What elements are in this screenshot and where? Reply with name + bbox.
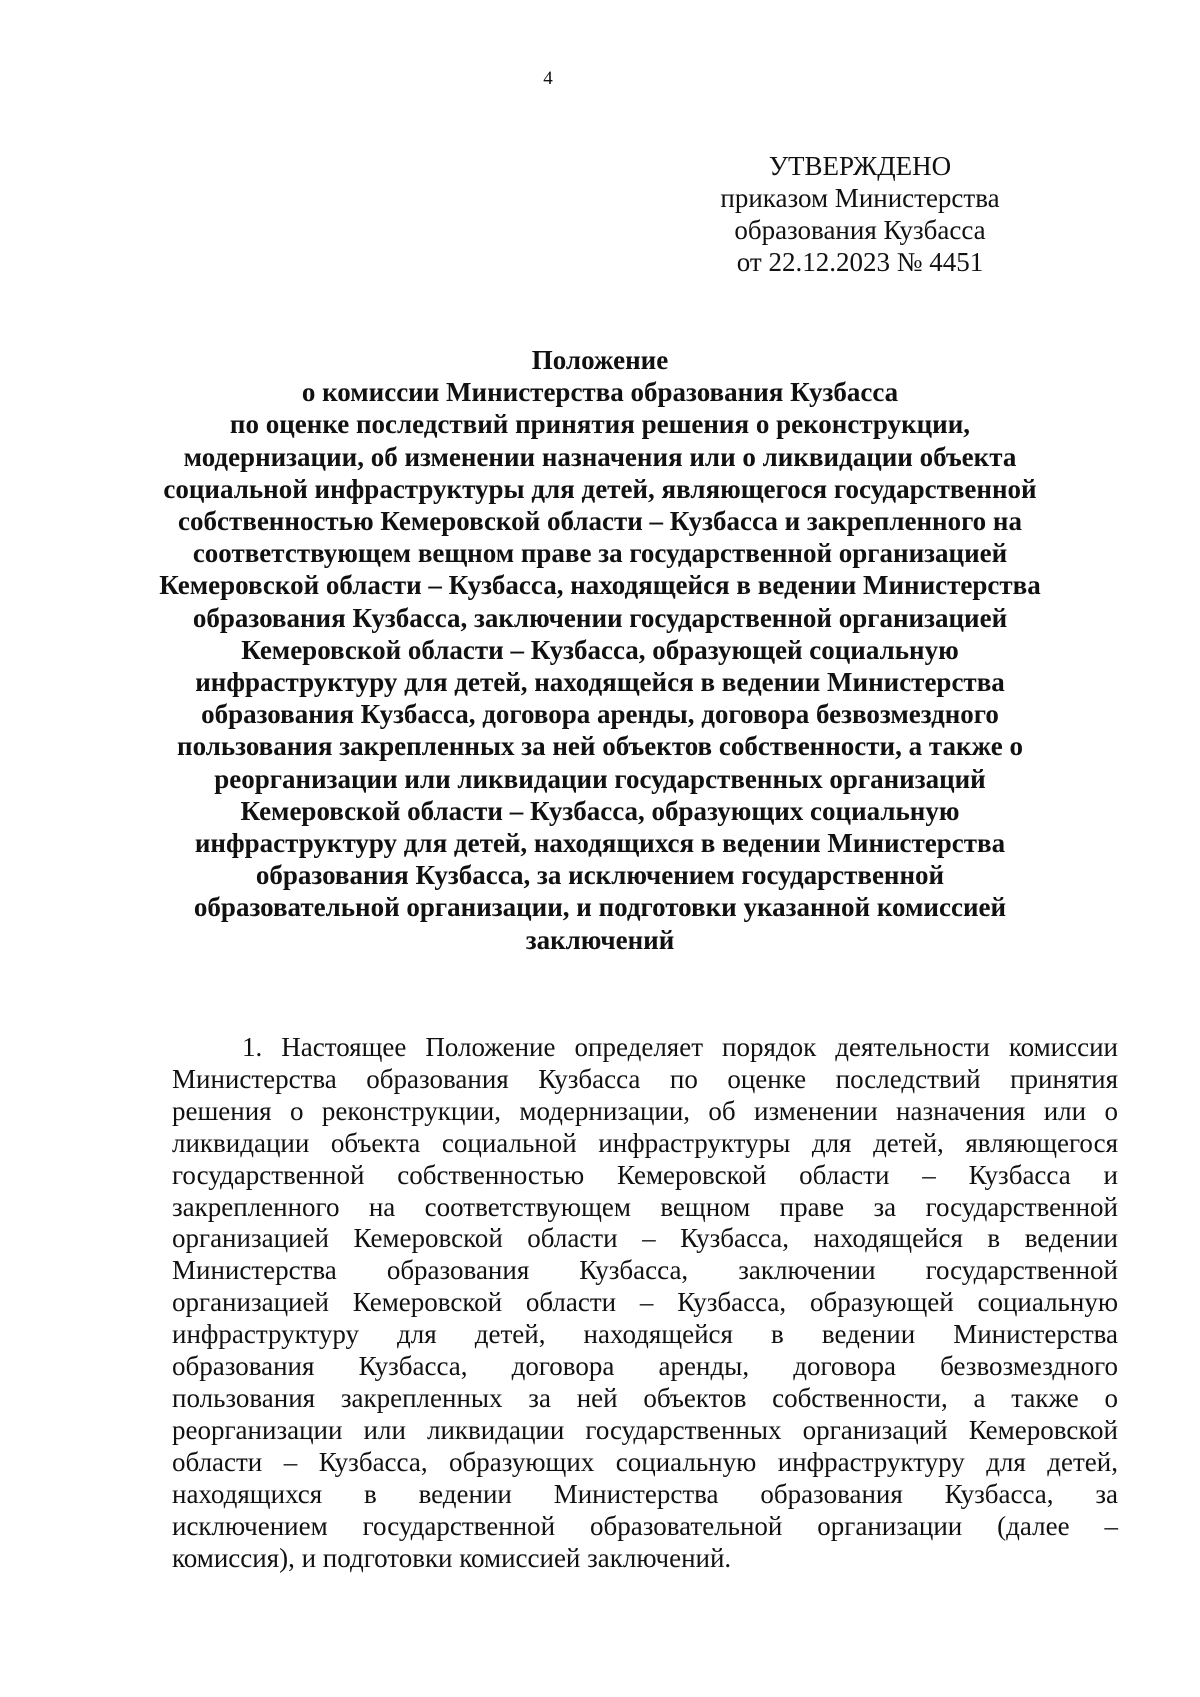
title-line: соответствующем вещном праве за государственной организацией [192, 538, 1008, 569]
title-line: инфраструктуру для детей, находящихся в ведении Министерства [194, 828, 1006, 859]
paragraph-line: исключением государственной образовательной организации (далее – [172, 1510, 1118, 1541]
paragraph-line: организацией Кемеровской области – Кузбасса, образующей социальную [172, 1287, 1118, 1318]
paragraph-line: решения о реконструкции, модернизации, об изменении назначения или о [172, 1095, 1118, 1126]
approval-line: образования Кузбасса [734, 215, 986, 245]
paragraph-line: образования Кузбасса, договора аренды, договора безвозмездного [172, 1351, 1118, 1382]
paragraph-line: области – Кузбасса, образующих социальную инфраструктуру для детей, [172, 1446, 1118, 1477]
paragraph-line: закрепленного на соответствующем вещном праве за государственной [172, 1191, 1118, 1222]
paragraph-line: находящихся в ведении Министерства образования Кузбасса, за [172, 1478, 1118, 1509]
title-line: Кемеровской области – Кузбасса, находящейся в ведении Министерства [159, 570, 1041, 601]
title-line: Кемеровской области – Кузбасса, образующей социальную [241, 634, 959, 665]
title-line: заключений [525, 924, 675, 955]
approval-heading: УТВЕРЖДЕНО [768, 151, 952, 181]
title-line: образовательной организации, и подготовки указанной комиссией [193, 892, 1007, 923]
document-title [140, 344, 1060, 956]
title-line: модернизации, об изменении назначения или о ликвидации объекта [183, 441, 1017, 472]
paragraph-line: инфраструктуру для детей, находящейся в ведении Министерства [172, 1319, 1118, 1350]
title-line: инфраструктуру для детей, находящейся в ведении Министерства [195, 667, 1005, 698]
title-line: Кемеровской области – Кузбасса, образующих социальную [240, 795, 960, 826]
paragraph-line: Министерства образования Кузбасса по оценке последствий принятия [172, 1063, 1118, 1094]
paragraph-line: государственной собственностью Кемеровской области – Кузбасса и [172, 1159, 1118, 1190]
title-line: пользования закрепленных за ней объектов собственности, а также о [177, 731, 1023, 762]
paragraph-line: реорганизации или ликвидации государственных организаций Кемеровской [172, 1414, 1118, 1445]
page-number: 4 [543, 68, 553, 89]
title-line: образования Кузбасса, договора аренды, договора безвозмездного [201, 699, 999, 730]
paragraph-line: ликвидации объекта социальной инфраструктуры для детей, являющегося [172, 1127, 1118, 1158]
approval-stamp-block [680, 150, 1040, 278]
title-line: образования Кузбасса, за исключением государственной [255, 860, 945, 891]
title-line: о комиссии Министерства образования Кузбасса [301, 377, 899, 408]
paragraph-line: 1. Настоящее Положение определяет порядок деятельности комиссии [242, 1032, 1118, 1062]
title-line: реорганизации или ликвидации государственных организаций [214, 763, 986, 794]
paragraph-line: комиссия), и подготовки комиссией заключений. [172, 1542, 732, 1573]
title-line: образования Кузбасса, заключении государственной организацией [192, 602, 1008, 633]
title-line: социальной инфраструктуры для детей, являющегося государственной [163, 473, 1037, 504]
title-line: собственностью Кемеровской области – Кузбасса и закрепленного на [178, 506, 1022, 537]
title-line: по оценке последствий принятия решения о реконструкции, [229, 409, 971, 440]
paragraph-line: пользования закрепленных за ней объектов собственности, а также о [172, 1382, 1118, 1413]
paragraph-line: организацией Кемеровской области – Кузбасса, находящейся в ведении [172, 1223, 1118, 1254]
paragraph-1 [172, 1032, 1118, 1574]
approval-line: приказом Министерства [720, 183, 1000, 213]
approval-date-number: от 22.12.2023 № 4451 [736, 247, 984, 277]
title-line: Положение [531, 345, 669, 375]
paragraph-line: Министерства образования Кузбасса, заключении государственной [172, 1255, 1118, 1286]
